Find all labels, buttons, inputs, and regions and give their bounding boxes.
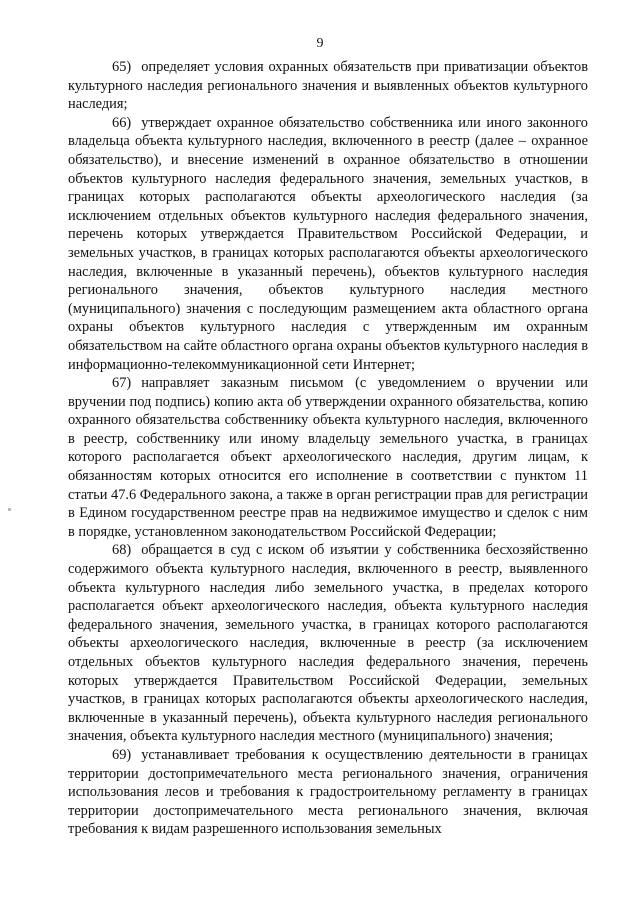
list-item [68,541,588,746]
item-text: устанавливает требования к осуществлению деятельности в границах территории достопримечательного места регионального значения, ограничения использования лесов и требования к градостроительному регламенту в границах территории достопримечательного места регионального значения, включая требования к видам разрешенного использования земельных [68,746,588,838]
item-number: 67) [112,375,132,392]
document-body [68,58,588,839]
item-number: 69) [112,746,132,763]
item-text: обращается в суд с иском об изъятии у собственника бесхозяйственно содержимого объекта культурного наследия, включенного в реестр, выявленного объекта культурного наследия либо земельного участка, в пределах которого располагается объект археологического наследия, объекта культурного наследия федерального значения, земельного участка, в границах которого располагаются объекты археологического наследия, включенные в реестр (за исключением отдельных объектов культурного наследия федерального значения, перечень которых утверждается Правительством Российской Федерации, земельных участков, в границах которых располагаются объекты археологического наследия, включенные в указанный перечень), объекта культурного наследия регионального значения, объекта культурного наследия местного (муниципального) значения; [68,542,588,745]
list-item [68,58,588,114]
list-item [68,114,588,374]
item-number: 65) [112,59,132,75]
item-text: направляет заказным письмом (с уведомлением о вручении или вручении под подпись) копию акта об утверждении охранного обязательства, копию охранного обязательства собственнику объекта культурного наследия, включенного в реестр, собственнику или иному владельцу земельного участка, в границах которого располагается объект археологического наследия, другим лицам, к обязанностям которых относится его исполнение в соответствии с пунктом 11 статьи 47.6 Федерального закона, а также в орган регистрации прав для регистрации в Едином государственном реестре прав на недвижимое имущество и сделок с ним в порядке, установленном законодательством Российской Федерации; [68,375,588,540]
item-text: определяет условия охранных обязательств при приватизации объектов культурного наследия регионального значения и выявленных объектов культурного наследия; [68,59,588,113]
item-text: утверждает охранное обязательство собственника или иного законного владельца объекта культурного наследия, включенного в реестр (далее – охранное обязательство), и внесение изменений в охранное обязательство в отношении объектов культурного наследия федерального значения, земельных участков, в границах которых располагаются объекты археологического наследия (за исключением отдельных объектов культурного наследия федерального значения, перечень которых утверждается Правительством Российской Федерации, и земельных участков, в границах которых располагаются объекты археологического наследия, включенные в указанный перечень), объектов культурного наследия регионального значения, объектов культурного наследия местного (муниципального) значения с последующим размещением акта областного органа охраны объектов культурного наследия с утвержденным им охранным обязательством на сайте областного органа охраны объектов культурного наследия в информационно-телекоммуникационной сети Интернет; [68,114,588,373]
scan-artifact-mark [8,508,11,511]
item-number: 66) [112,114,132,131]
list-item [68,374,588,541]
list-item [68,746,588,839]
page-number: 9 [316,36,324,51]
item-number: 68) [112,542,132,559]
